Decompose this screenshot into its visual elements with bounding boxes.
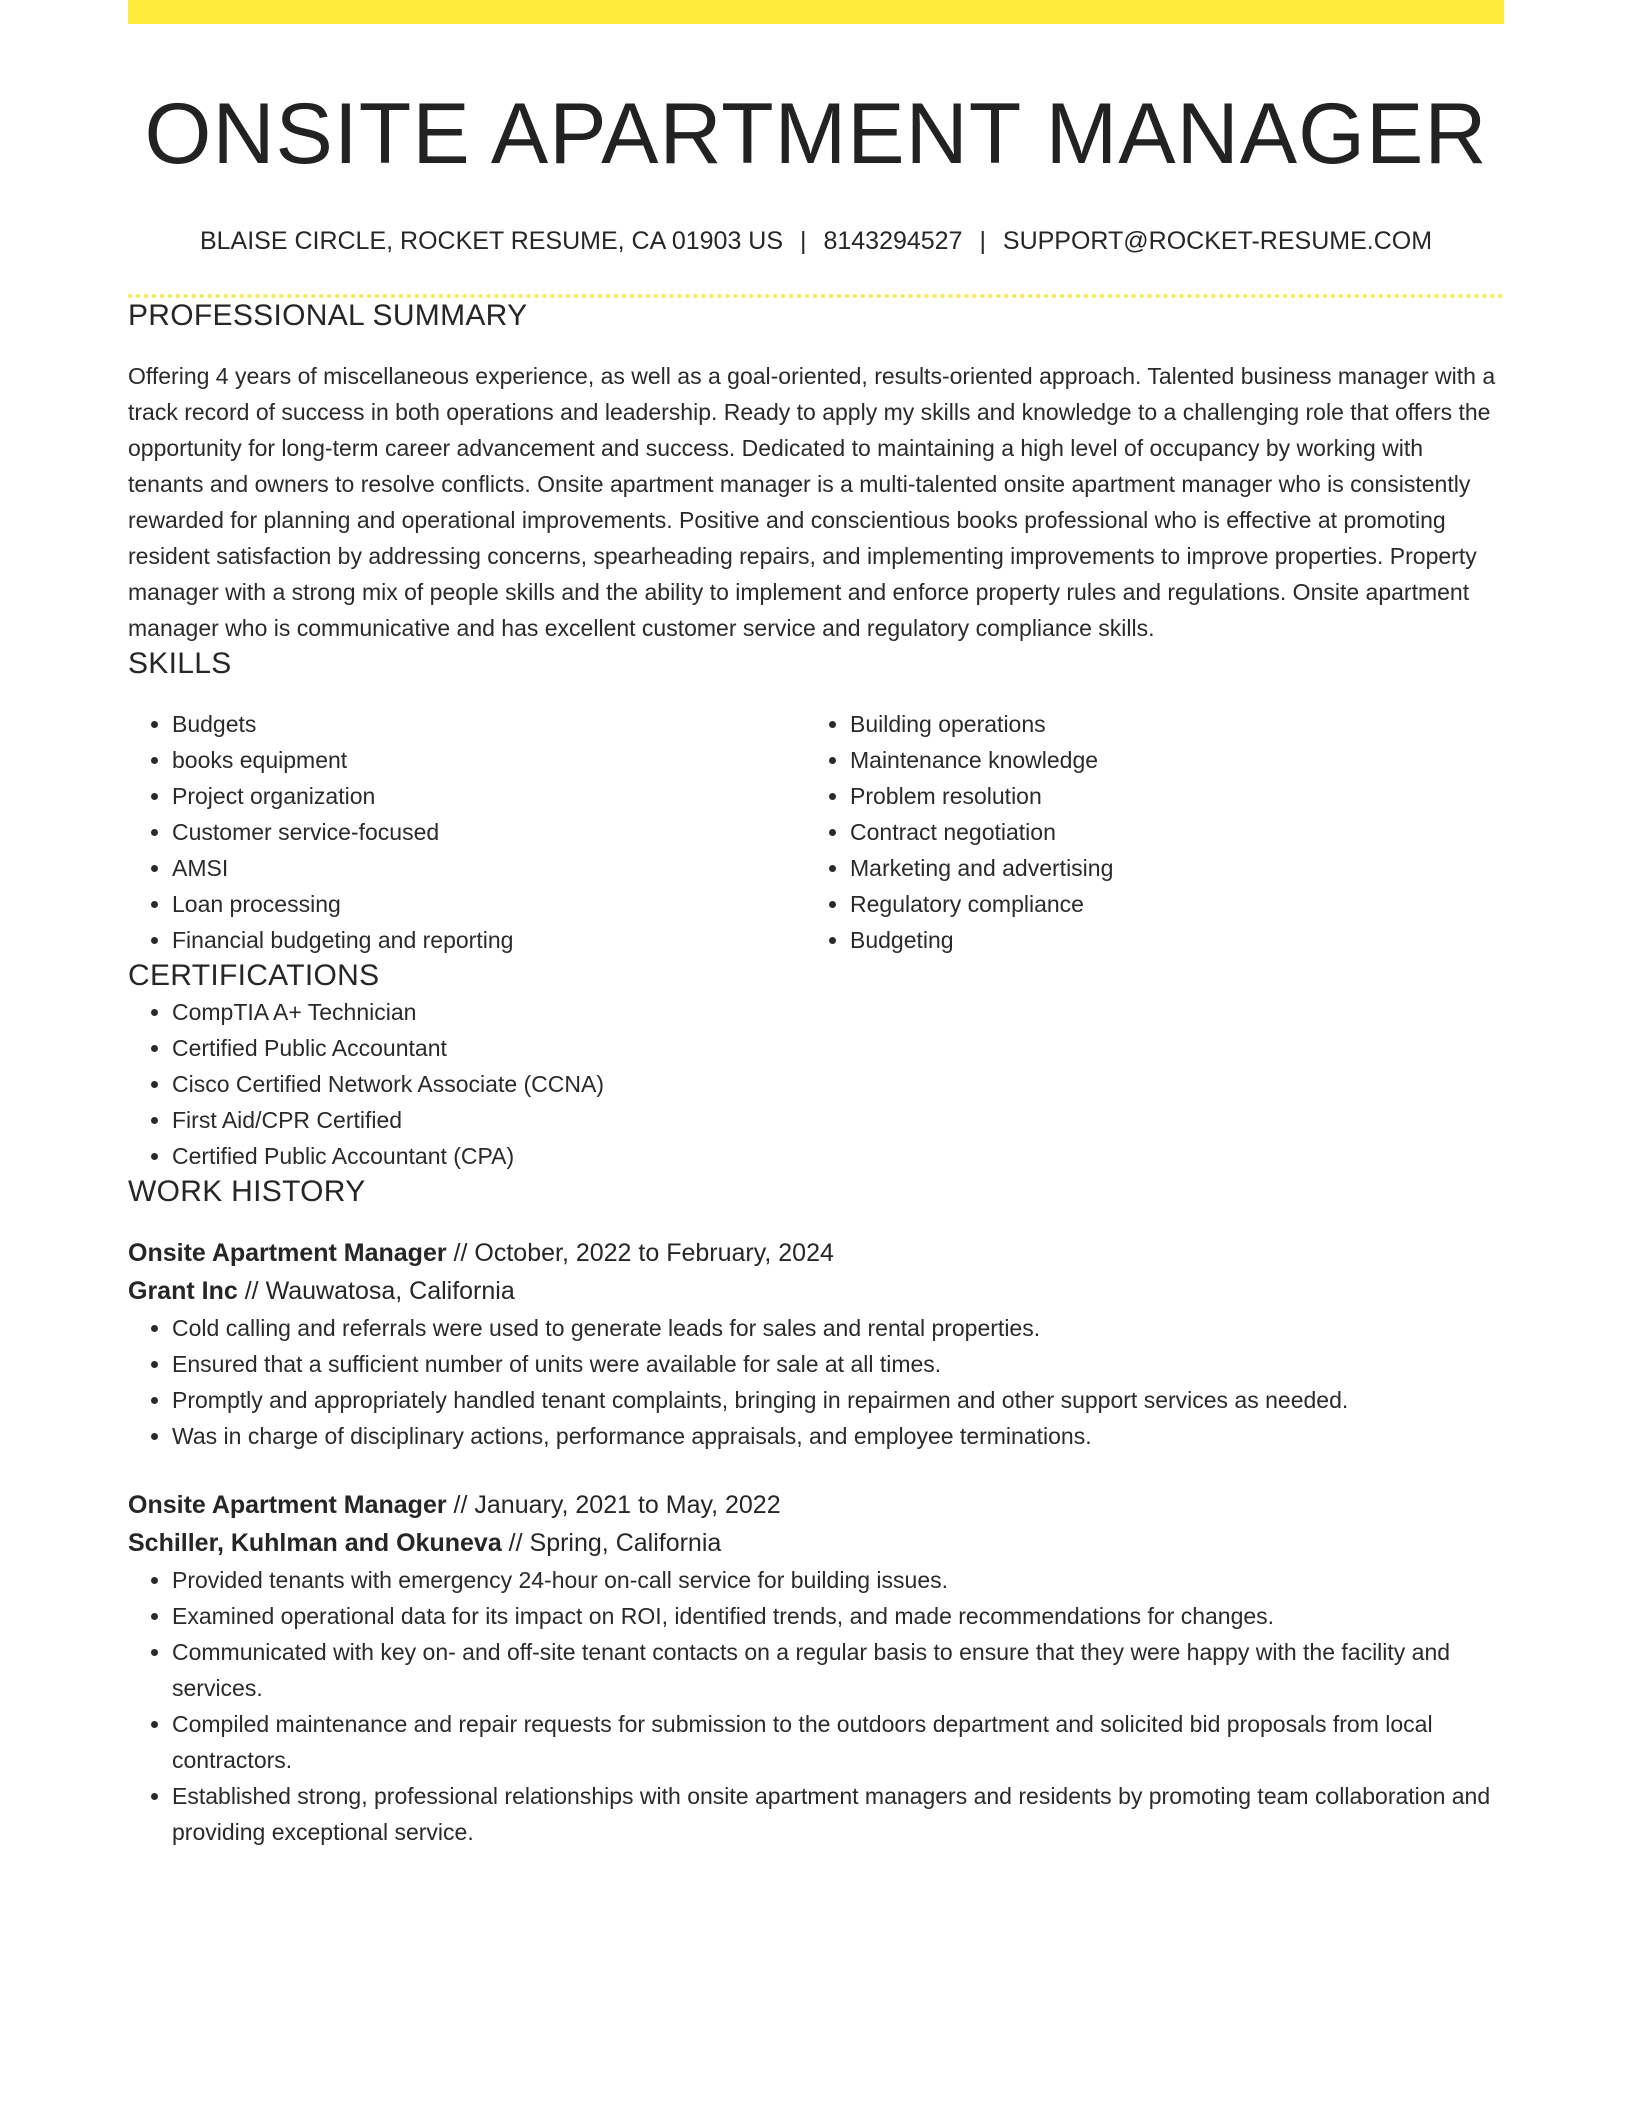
skill-item: • Financial budgeting and reporting <box>172 922 806 958</box>
job-role: Onsite Apartment Manager <box>128 1490 447 1519</box>
job-dates: October, 2022 to February, 2024 <box>474 1238 834 1267</box>
page-title: ONSITE APARTMENT MANAGER <box>144 86 1488 182</box>
job-bullet: • Compiled maintenance and repair requests for submission to the outdoors department and solicited bid proposals from local contractors. <box>172 1706 1504 1778</box>
job-role-line <box>128 1234 1504 1272</box>
job-bullet: • Examined operational data for its impact on ROI, identified trends, and made recommendations for changes. <box>172 1598 1504 1634</box>
certifications-list <box>128 994 1504 1174</box>
skill-item: • AMSI <box>172 850 806 886</box>
job-separator: // <box>453 1238 468 1267</box>
skill-item: • Budgeting <box>850 922 1484 958</box>
certification-item: • CompTIA A+ Technician <box>172 994 1504 1030</box>
skill-item: • Problem resolution <box>850 778 1484 814</box>
skills-column-left <box>128 706 806 958</box>
job-bullet: • Cold calling and referrals were used to generate leads for sales and rental properties. <box>172 1310 1504 1346</box>
skill-item: • Budgets <box>172 706 806 742</box>
job-dates: January, 2021 to May, 2022 <box>474 1490 781 1519</box>
job-bullet-list <box>128 1562 1504 1850</box>
job-bullet: • Established strong, professional relationships with onsite apartment managers and residents by promoting team collaboration and providing exceptional service. <box>172 1778 1504 1850</box>
job-bullet: • Was in charge of disciplinary actions, performance appraisals, and employee terminations. <box>172 1418 1504 1454</box>
contact-address: BLAISE CIRCLE, ROCKET RESUME, CA 01903 US <box>199 226 784 255</box>
skills-list-right <box>806 706 1484 958</box>
certification-item: • First Aid/CPR Certified <box>172 1102 1504 1138</box>
job-entry <box>128 1234 1504 1454</box>
job-role: Onsite Apartment Manager <box>128 1238 447 1267</box>
section-title-certifications: CERTIFICATIONS <box>128 958 380 992</box>
contact-email[interactable]: SUPPORT@ROCKET-RESUME.COM <box>1002 226 1433 255</box>
contact-separator: | <box>979 226 986 255</box>
job-bullet-list <box>128 1310 1504 1454</box>
job-separator: // <box>453 1490 468 1519</box>
skill-item: • Loan processing <box>172 886 806 922</box>
skill-item: • Project organization <box>172 778 806 814</box>
job-company: Schiller, Kuhlman and Okuneva <box>128 1528 502 1557</box>
skill-item: • Customer service-focused <box>172 814 806 850</box>
accent-top-bar <box>128 0 1504 24</box>
job-role-line <box>128 1486 1504 1524</box>
summary-paragraph: Offering 4 years of miscellaneous experience, as well as a goal-oriented, results-oriented approach. Talented business manager with a track record of success in both operations and leadership. Ready to apply my skills and knowledge to a challenging role that offers the opportunity for long-term career advancement and success. Dedicated to maintaining a high level of occupancy by working with tenants and owners to resolve conflicts. Onsite apartment manager is a multi-talented onsite apartment manager who is consistently rewarded for planning and operational improvements. Positive and conscientious books professional who is effective at promoting resident satisfaction by addressing concerns, spearheading repairs, and implementing improvements to improve properties. Property manager with a strong mix of people skills and the ability to implement and enforce property rules and regulations. Onsite apartment manager who is communicative and has excellent customer service and regulatory compliance skills. <box>128 362 1496 641</box>
certification-item: • Certified Public Accountant (CPA) <box>172 1138 1504 1174</box>
job-company-line <box>128 1524 1504 1562</box>
job-bullet: • Ensured that a sufficient number of units were available for sale at all times. <box>172 1346 1504 1382</box>
job-bullet: • Communicated with key on- and off-site tenant contacts on a regular basis to ensure that they were happy with the facility and services. <box>172 1634 1504 1706</box>
skills-list-left <box>128 706 806 958</box>
contact-separator: | <box>800 226 807 255</box>
job-location: Spring, California <box>529 1528 722 1557</box>
certification-item: • Certified Public Accountant <box>172 1030 1504 1066</box>
certification-item: • Cisco Certified Network Associate (CCNA) <box>172 1066 1504 1102</box>
skills-grid <box>128 706 1504 958</box>
contact-phone[interactable]: 8143294527 <box>823 226 963 255</box>
skill-item: • Building operations <box>850 706 1484 742</box>
contact-line <box>128 226 1504 256</box>
resume-page <box>128 0 1504 1850</box>
job-entry <box>128 1486 1504 1850</box>
skill-item: • books equipment <box>172 742 806 778</box>
section-title-work-history: WORK HISTORY <box>128 1174 366 1208</box>
job-separator: // <box>508 1528 523 1557</box>
skill-item: • Contract negotiation <box>850 814 1484 850</box>
skill-item: • Regulatory compliance <box>850 886 1484 922</box>
skills-column-right <box>806 706 1484 958</box>
skill-item: • Maintenance knowledge <box>850 742 1484 778</box>
job-bullet: • Promptly and appropriately handled tenant complaints, bringing in repairmen and other support services as needed. <box>172 1382 1504 1418</box>
job-bullet: • Provided tenants with emergency 24-hour on-call service for building issues. <box>172 1562 1504 1598</box>
job-location: Wauwatosa, California <box>265 1276 515 1305</box>
job-company: Grant Inc <box>128 1276 238 1305</box>
job-separator: // <box>244 1276 259 1305</box>
skill-item: • Marketing and advertising <box>850 850 1484 886</box>
section-title-summary: PROFESSIONAL SUMMARY <box>128 298 528 332</box>
job-company-line <box>128 1272 1504 1310</box>
section-title-skills: SKILLS <box>128 646 232 680</box>
